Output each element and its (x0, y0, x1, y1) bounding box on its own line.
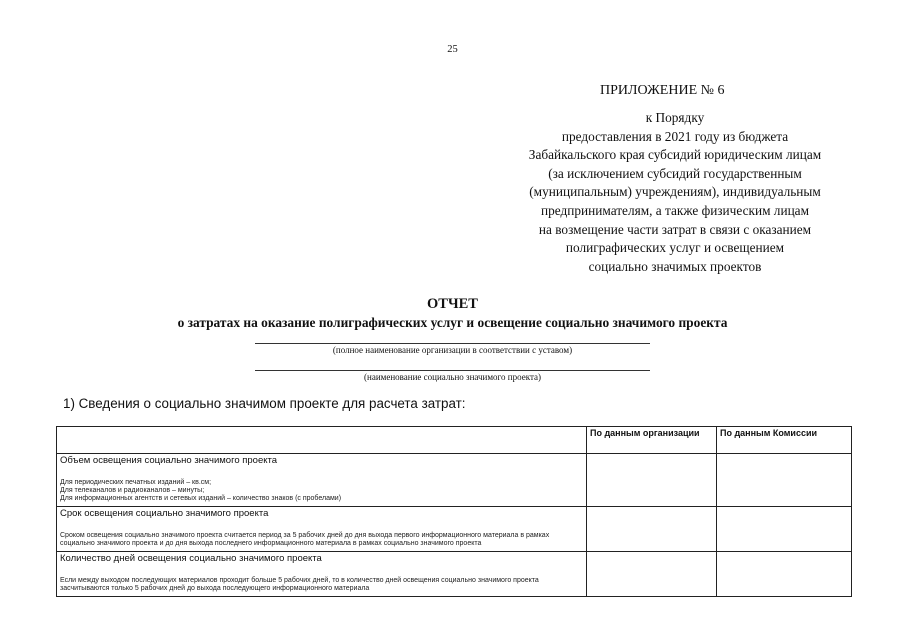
row-note: Для телеканалов и радиоканалов – минуты; (60, 487, 205, 494)
table-header-cell-organization: По данным организации (587, 427, 717, 454)
table-header-row (57, 427, 852, 454)
project-costs-table (56, 426, 852, 597)
appendix-line: Забайкальского края субсидий юридическим лицам (528, 147, 822, 163)
organization-value-cell[interactable] (587, 454, 717, 507)
table-row-description (57, 507, 587, 552)
row-title: Количество дней освещения социально значимого проекта (60, 553, 322, 564)
project-name-caption: (наименование социально значимого проекта) (364, 372, 541, 382)
appendix-line: на возмещение части затрат в связи с оказанием (538, 221, 812, 237)
row-note: Для информационных агентств и сетевых изданий – количество знаков (с пробелами) (60, 495, 342, 502)
table-header-cell-commission: По данным Комиссии (717, 427, 852, 454)
row-note: Сроком освещения социально значимого проекта считается период за 5 рабочих дней до дня выхода первого информационного материала в рамках социально значимого проекта и до дня выхода последнего информационного материала в рамках социально значимого проекта (60, 532, 550, 547)
table-row (57, 454, 852, 507)
table-row (57, 507, 852, 552)
project-name-field[interactable] (255, 370, 650, 371)
appendix-line: (муниципальным) учреждениям), индивидуальным (529, 184, 821, 200)
table-row (57, 552, 852, 597)
organization-value-cell[interactable] (587, 507, 717, 552)
table-row-description (57, 552, 587, 597)
appendix-line: к Порядку (645, 110, 705, 125)
section-heading: 1) Сведения о социально значимом проекте для расчета затрат: (63, 396, 466, 411)
report-subtitle: о затратах на оказание полиграфических услуг и освещение социально значимого проекта (177, 315, 728, 330)
organization-value-cell[interactable] (587, 552, 717, 597)
appendix-line: полиграфических услуг и освещением (565, 240, 785, 256)
organization-name-caption: (полное наименование организации в соответствии с уставом) (332, 345, 573, 355)
report-title: ОТЧЕТ (427, 296, 478, 312)
page-number: 25 (447, 44, 458, 55)
commission-value-cell[interactable] (717, 552, 852, 597)
row-title: Срок освещения социально значимого проекта (60, 508, 269, 519)
appendix-line: предоставления в 2021 году из бюджета (561, 128, 789, 144)
appendix-title: ПРИЛОЖЕНИЕ № 6 (600, 83, 725, 98)
row-note: Для периодических печатных изданий – кв.см; (60, 479, 212, 486)
row-note: Если между выходом последующих материалов проходит больше 5 рабочих дней, то в количество дней освещения социально значимого проекта засчитываются только 5 рабочих дней до выхода последующего информационного материала (60, 577, 539, 592)
commission-value-cell[interactable] (717, 507, 852, 552)
appendix-line: предпринимателям, а также физическим лицам (541, 202, 809, 218)
appendix-reference (490, 109, 860, 276)
appendix-line: социально значимых проектов (588, 258, 762, 274)
row-title: Объем освещения социально значимого проекта (60, 455, 278, 466)
commission-value-cell[interactable] (717, 454, 852, 507)
table-header-cell-description (57, 427, 587, 454)
appendix-line: (за исключением субсидий государственным (548, 165, 802, 181)
table-row-description (57, 454, 587, 507)
organization-name-field[interactable] (255, 343, 650, 344)
